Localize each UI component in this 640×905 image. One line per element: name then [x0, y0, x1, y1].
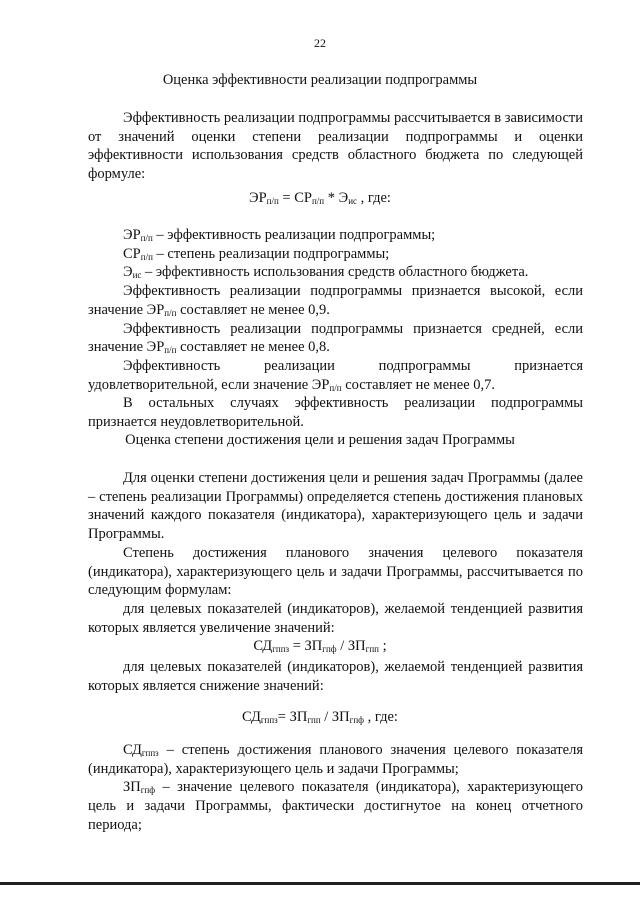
page-number: 22: [314, 36, 326, 50]
formula-e-symbol: Э: [338, 190, 349, 206]
paragraph-target-achievement: Степень достижения планового значения целевого показателя (индикатора), характеризующего цель и задачи Программы, рассчитывается по следующим формулам:: [88, 544, 583, 599]
paragraph-increase-indicators: для целевых показателей (индикаторов), желаемой тенденцией развития которых является увеличение значений:: [88, 600, 583, 636]
formula-equals: =: [278, 190, 295, 206]
definition-sr: $СР_{п/п}$ – степень реализации подпрограммы;: [123, 245, 390, 262]
formula-e-subscript: ис: [348, 196, 358, 206]
definition-er: $ЭР_{п/п}$ – эффективность реализации подпрограммы;: [123, 227, 436, 243]
paragraph-intro: [88, 109, 583, 184]
paragraph-decrease-indicators-block: [88, 658, 583, 695]
formula-sd-increase: $СД_{гппз} = ЗП_{гпф} / ЗП_{гпп}$ ;: [253, 638, 387, 654]
criterion-unsatisfactory: В остальных случаях эффективность реализации подпрограммы признается неудовлетворительной.: [88, 395, 583, 431]
criterion-medium: Эффективность реализации подпрограммы признается средней, если значение $ЭР_{п/п}$ составляет не менее 0,8.: [88, 320, 583, 356]
formula-multiply: *: [324, 190, 339, 206]
paragraph-decrease-indicators: для целевых показателей (индикаторов), желаемой тенденцией развития которых является снижение значений:: [88, 659, 583, 694]
definition-zp-actual: $ЗП_{гпф}$ – значение целевого показателя (индикатора), характеризующего цель и задачи Программы, фактически достигнутое на конец отчетного периода;: [88, 779, 583, 833]
definition-sd: $СД_{гппз}$ – степень достижения планового значения целевого показателя (индикатора), характеризующего цель и задачи Программы;: [88, 742, 583, 777]
formula-sr-symbol: СР: [294, 190, 312, 206]
criterion-high: Эффективность реализации подпрограммы признается высокой, если значение $ЭР_{п/п}$ составляет не менее 0,9.: [88, 283, 583, 318]
criterion-satisfactory: Эффективность реализации подпрограммы признается удовлетворительной, если значение $ЭР_{п/п}$ составляет не менее 0,7.: [88, 357, 583, 393]
definitions-and-criteria: [88, 226, 583, 432]
section-heading-subprogram-efficiency: Оценка эффективности реализации подпрограммы: [162, 72, 478, 88]
page-bottom-divider: [0, 882, 640, 885]
formula-er: [0, 190, 640, 207]
formula-tail: , где:: [357, 190, 391, 206]
formula-er-symbol: ЭР: [249, 190, 267, 206]
section2-definitions: [88, 741, 583, 835]
formula-er-subscript: п/п: [266, 196, 279, 206]
intro-text: Эффективность реализации подпрограммы рассчитывается в зависимости от значений оценки степени реализации подпрограммы и оценки эффективности использования средств областного бюджета по следующей формуле:: [88, 110, 583, 183]
paragraph-goal-assessment: Для оценки степени достижения цели и решения задач Программы (далее – степень реализации Программы) определяется степень достижения плановых значений каждого показателя (индикатора), характеризующего цель и задачи Программы.: [88, 470, 583, 543]
formula-sd-decrease: $СД_{гппз}= ЗП_{гпп} / ЗП_{гпф}$ , где:: [242, 709, 398, 725]
formula-sr-subscript: п/п: [311, 196, 325, 206]
definition-e: $Э_{ис}$ – эффективность использования средств областного бюджета.: [123, 264, 529, 281]
section-heading-goal-achievement: Оценка степени достижения цели и решения задач Программы: [125, 432, 515, 448]
section2-paragraphs: [88, 469, 583, 637]
